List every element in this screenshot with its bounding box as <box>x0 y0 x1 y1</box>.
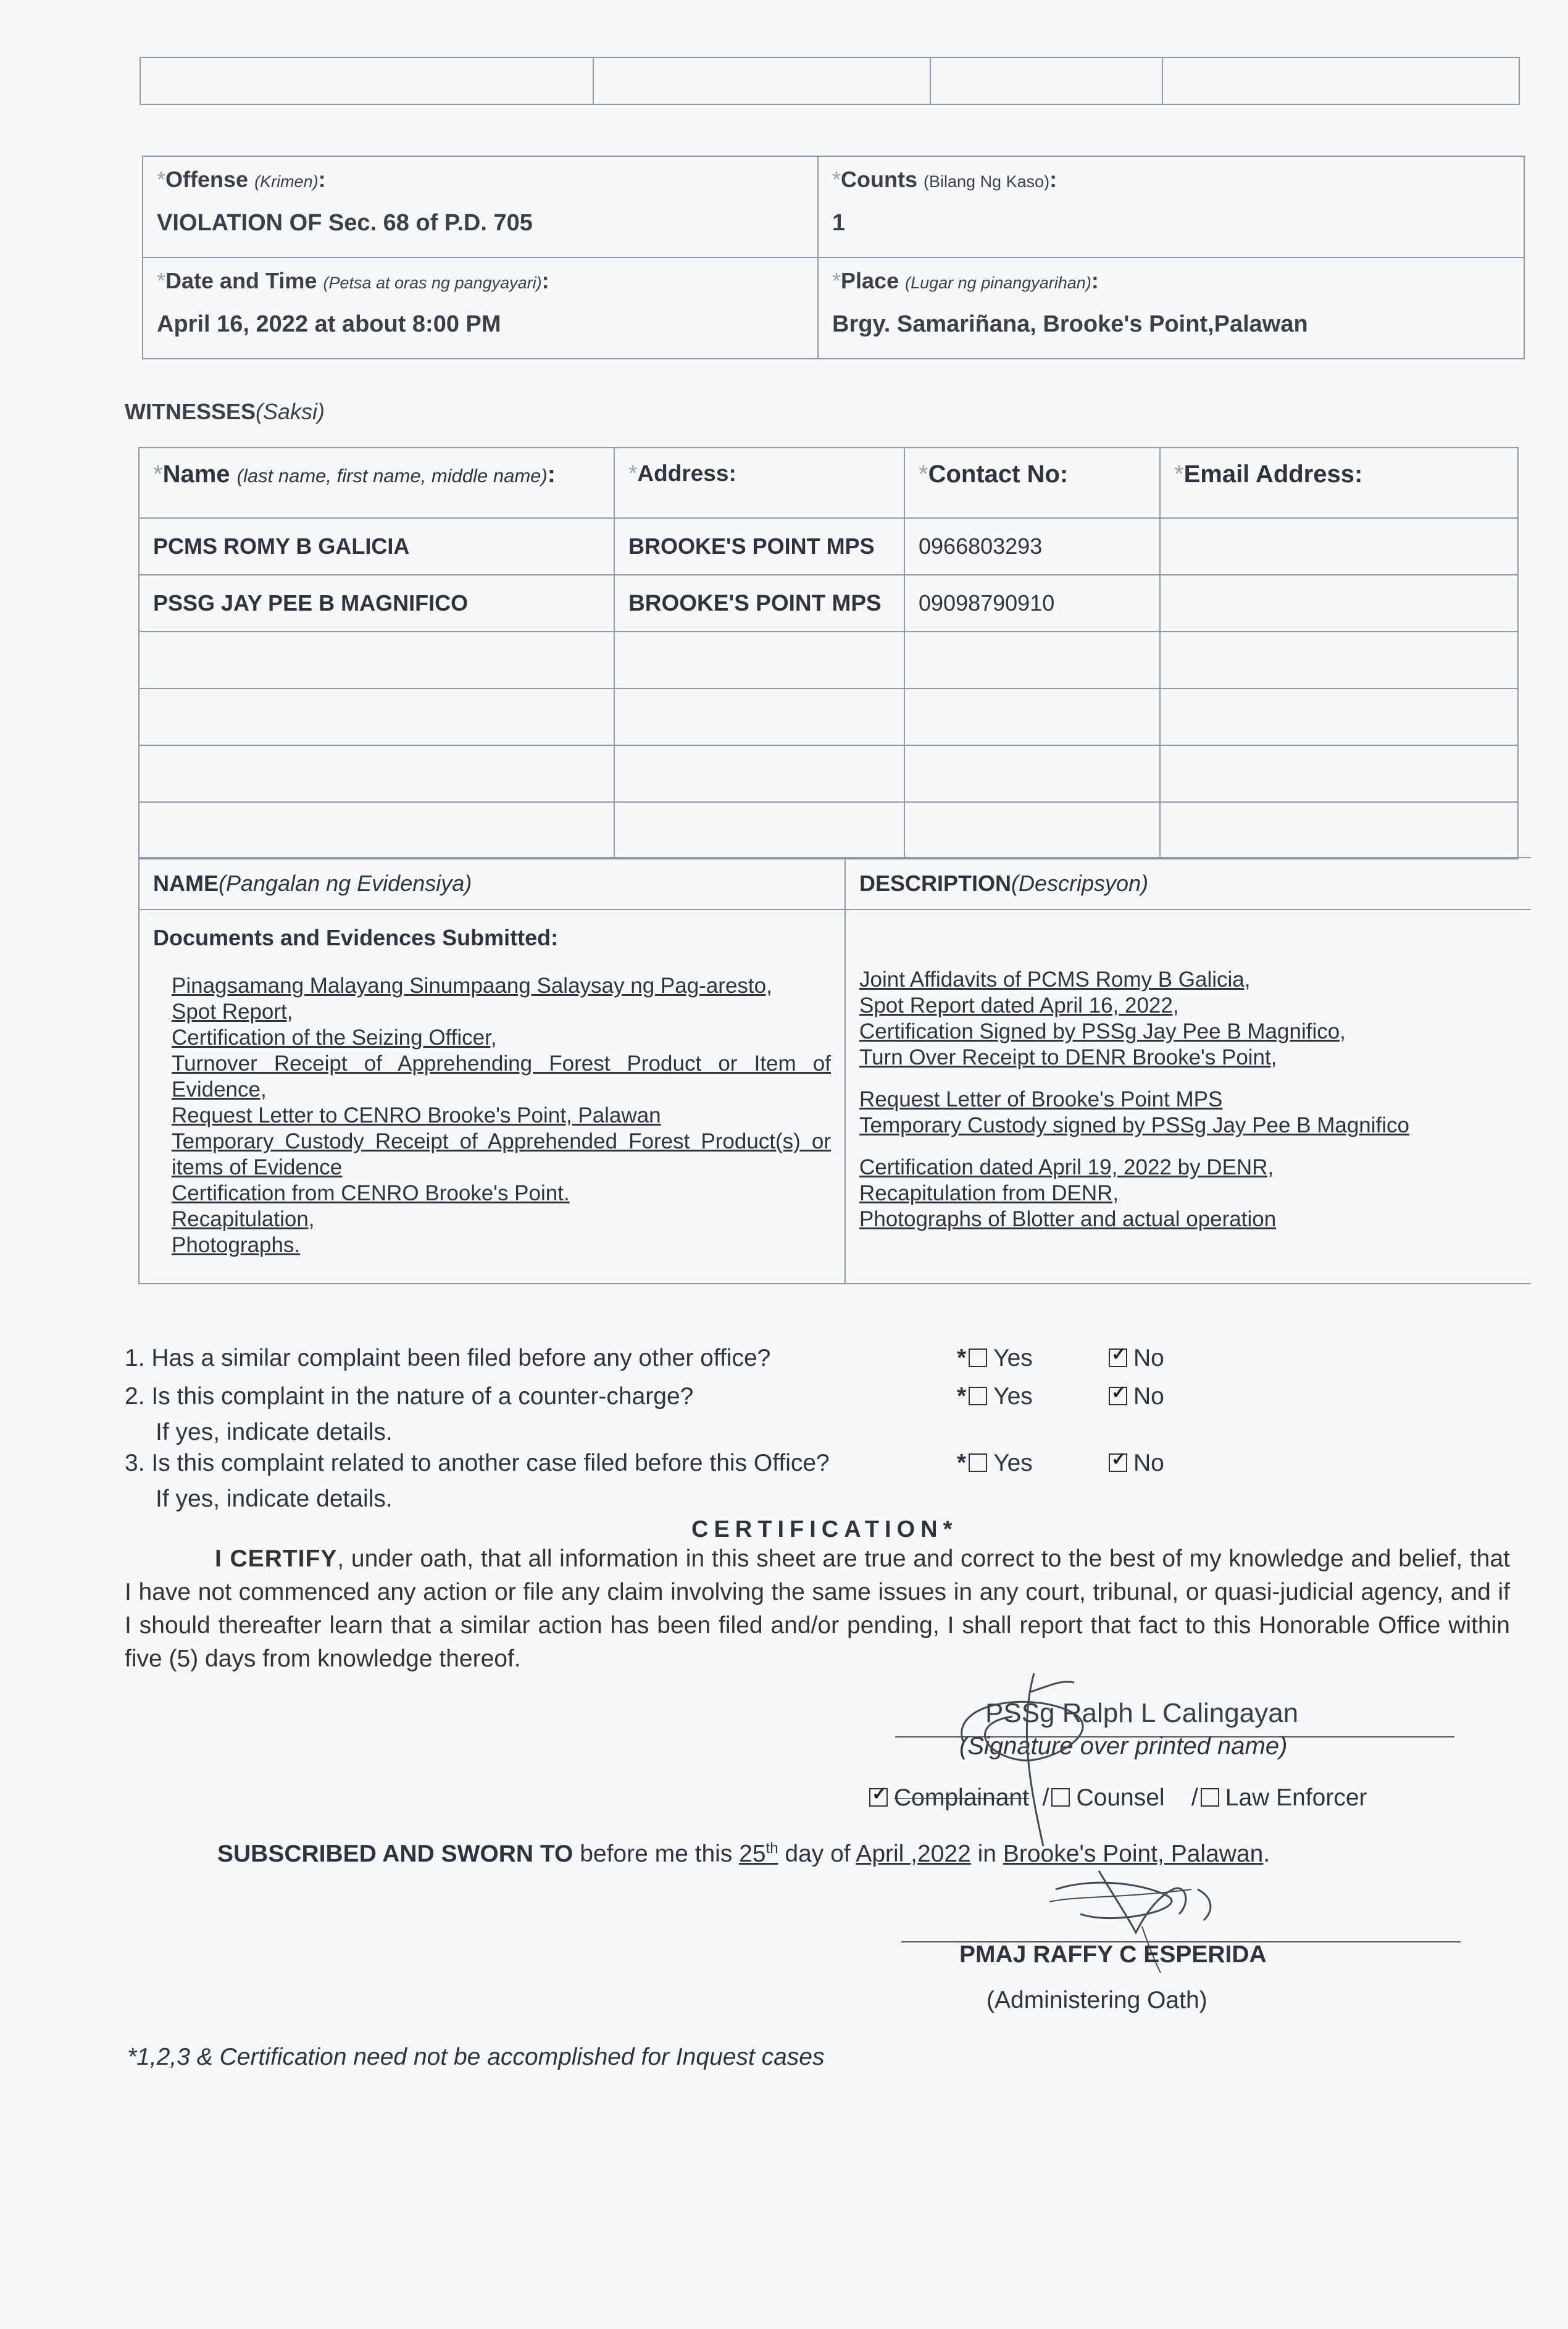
evidence-name-item: Photographs. <box>172 1233 301 1257</box>
col-contact-label: Contact No: <box>928 461 1069 488</box>
place-cell: *Place (Lugar ng pinangyarihan): Brgy. Samariñana, Brooke's Point,Palawan <box>818 257 1524 359</box>
yes-option[interactable]: * Yes <box>957 1450 1033 1476</box>
evidence-desc-header <box>845 858 1531 909</box>
offense-sub-label: (Krimen) <box>254 172 319 191</box>
counts-value: 1 <box>832 210 846 236</box>
evidence-table <box>138 857 1531 1284</box>
sworn-place: Brooke's Point, Palawan <box>1003 1841 1264 1867</box>
table-row <box>139 632 1518 688</box>
table-cell <box>930 57 1162 104</box>
law-enforcer-checkbox[interactable] <box>1201 1788 1219 1807</box>
sworn-day: 25 <box>739 1841 766 1867</box>
signer-name: PSSg Ralph L Calingayan <box>985 1698 1299 1728</box>
question-text: 3. Is this complaint related to another case filed before this Office? <box>125 1450 830 1476</box>
witnesses-title: WITNESSES <box>125 399 256 424</box>
date-cell: *Date and Time (Petsa at oras ng pangyayari): April 16, 2022 at about 8:00 PM <box>143 257 818 359</box>
evidence-name-item: Pinagsamang Malayang Sinumpaang Salaysay ng Pag-aresto, <box>172 974 772 998</box>
certification-title: CERTIFICATION* <box>691 1516 958 1542</box>
question-text: 2. Is this complaint in the nature of a counter-charge? <box>125 1383 694 1410</box>
evidence-name-item: Certification of the Seizing Officer, <box>172 1026 497 1050</box>
col-address-label: Address: <box>637 461 736 486</box>
offense-cell: *Offense (Krimen): VIOLATION OF Sec. 68 of P.D. 705 <box>143 156 818 257</box>
sworn-text: day of <box>778 1841 856 1867</box>
yes-label: Yes <box>993 1383 1033 1410</box>
evidence-names-cell <box>139 909 845 1284</box>
officer-caption: (Administering Oath) <box>986 1987 1207 2013</box>
table-row <box>139 575 1518 632</box>
no-option[interactable] <box>1106 1450 1164 1477</box>
no-label: No <box>1133 1450 1164 1476</box>
sworn-month: April ,2022 <box>856 1841 971 1867</box>
evidence-description-item: Temporary Custody signed by PSSg Jay Pee B Magnifico <box>859 1113 1409 1137</box>
yes-checkbox[interactable] <box>969 1453 987 1472</box>
witnesses-sub-title: (Saksi) <box>256 399 325 424</box>
witness-contact: 09098790910 <box>904 575 1160 632</box>
witness-address: BROOKE'S POINT MPS <box>614 518 904 575</box>
offense-table <box>142 156 1525 359</box>
evidence-description-item: Turn Over Receipt to DENR Brooke's Point, <box>859 1045 1277 1069</box>
law-enforcer-label: Law Enforcer <box>1225 1784 1367 1811</box>
evidence-description-item: Request Letter of Brooke's Point MPS <box>859 1087 1223 1111</box>
col-name-label: Name <box>162 461 230 488</box>
date-value: April 16, 2022 at about 8:00 PM <box>157 311 501 337</box>
witness-name: PCMS ROMY B GALICIA <box>139 518 614 575</box>
counts-cell: *Counts (Bilang Ng Kaso): 1 <box>818 156 1524 257</box>
table-cell <box>140 57 593 104</box>
question-text: 1. Has a similar complaint been filed before any other office? <box>125 1345 771 1371</box>
sworn-end: . <box>1263 1841 1270 1867</box>
evidence-description-item: Recapitulation from DENR, <box>859 1181 1119 1205</box>
evidence-description-item: Certification dated April 19, 2022 by DENR, <box>859 1155 1274 1179</box>
sworn-text: in <box>970 1841 1003 1867</box>
witness-contact: 0966803293 <box>904 518 1160 575</box>
witness-address: BROOKE'S POINT MPS <box>614 575 904 632</box>
evidence-description-item: Spot Report dated April 16, 2022, <box>859 993 1179 1018</box>
certification-text: , under oath, that all information in this sheet are true and correct to the best of my knowledge and belief, that I have not commenced any action or file any claim involving the same issues in any court, tribunal, or quasi-judicial agency, and if I should thereafter learn that a similar action has been filed and/or pending, I shall report that fact to this Honorable Office within five (5) days from knowledge thereof. <box>125 1545 1510 1672</box>
yes-checkbox[interactable] <box>969 1387 987 1405</box>
counts-sub-label: (Bilang Ng Kaso) <box>924 172 1050 191</box>
evidence-description-item: Photographs of Blotter and actual operation <box>859 1207 1277 1231</box>
table-cell <box>593 57 930 104</box>
no-checkbox[interactable] <box>1109 1453 1127 1472</box>
no-checkbox[interactable] <box>1109 1348 1127 1367</box>
evidence-name-head-sub: (Pangalan ng Evidensiya) <box>219 871 472 896</box>
no-label: No <box>1133 1345 1164 1371</box>
witnesses-heading <box>125 399 325 425</box>
certification-lead: I CERTIFY <box>215 1545 338 1572</box>
col-header-name: *Name (last name, first name, middle name): <box>139 448 614 518</box>
evidence-name-item: Certification from CENRO Brooke's Point. <box>172 1181 570 1205</box>
certification-body <box>125 1542 1510 1676</box>
table-row <box>139 802 1518 859</box>
yes-option[interactable]: * Yes <box>957 1345 1033 1371</box>
evidence-descriptions-cell <box>845 909 1531 1284</box>
evidence-subtitle: Documents and Evidences Submitted: <box>153 925 559 950</box>
no-label: No <box>1133 1383 1164 1410</box>
table-row <box>139 745 1518 802</box>
role-options: ✓Complainant / Counsel / Law Enforcer <box>867 1784 1367 1812</box>
table-cell <box>1162 57 1519 104</box>
place-sub-label: (Lugar ng pinangyarihan) <box>905 274 1091 292</box>
evidence-description-item: Certification Signed by PSSg Jay Pee B Magnifico, <box>859 1019 1346 1043</box>
offense-label: Offense <box>165 167 249 192</box>
yes-checkbox[interactable] <box>969 1348 987 1367</box>
witness-email <box>1160 518 1518 575</box>
evidence-names-list <box>172 973 831 1258</box>
sworn-lead: SUBSCRIBED AND SWORN TO <box>217 1841 573 1867</box>
table-row <box>139 518 1518 575</box>
complainant-checkbox[interactable] <box>869 1788 888 1807</box>
yes-label: Yes <box>993 1450 1033 1476</box>
evidence-description-item: Joint Affidavits of PCMS Romy B Galicia, <box>859 968 1251 992</box>
question-detail: If yes, indicate details. <box>156 1419 393 1445</box>
question-detail: If yes, indicate details. <box>156 1486 393 1512</box>
yes-label: Yes <box>993 1345 1033 1371</box>
table-row <box>139 688 1518 745</box>
place-value: Brgy. Samariñana, Brooke's Point,Palawan <box>832 311 1308 337</box>
offense-value: VIOLATION OF Sec. 68 of P.D. 705 <box>157 210 533 236</box>
date-label: Date and Time <box>165 268 317 293</box>
witness-email <box>1160 575 1518 632</box>
col-header-contact: *Contact No: <box>904 448 1160 518</box>
no-option[interactable] <box>1106 1345 1164 1372</box>
evidence-name-header <box>139 858 845 909</box>
evidence-name-item: Temporary Custody Receipt of Apprehended Forest Product(s) or items of Evidence <box>172 1129 831 1179</box>
complainant-signature <box>926 1667 1148 1852</box>
evidence-name-item: Request Letter to CENRO Brooke's Point, Palawan <box>172 1103 661 1127</box>
counsel-checkbox[interactable] <box>1051 1788 1070 1807</box>
no-checkbox[interactable] <box>1109 1387 1127 1405</box>
col-header-address: *Address: <box>614 448 904 518</box>
evidence-name-head-label: NAME <box>153 871 219 896</box>
top-empty-table <box>140 57 1520 105</box>
signer-caption: (Signature over printed name) <box>959 1733 1288 1760</box>
col-name-sub-label: (last name, first name, middle name) <box>236 465 548 487</box>
place-label: Place <box>841 268 899 293</box>
evidence-name-item: Spot Report, <box>172 1000 293 1024</box>
evidence-desc-head-label: DESCRIPTION <box>859 871 1012 896</box>
complainant-label: Complainant <box>894 1784 1029 1811</box>
no-option[interactable] <box>1106 1383 1164 1410</box>
evidence-name-item: Recapitulation, <box>172 1207 315 1231</box>
counts-label: Counts <box>841 167 917 192</box>
footnote: *1,2,3 & Certification need not be accomplished for Inquest cases <box>127 2044 825 2070</box>
sworn-day-suffix: th <box>765 1840 778 1857</box>
col-email-label: Email Address: <box>1183 461 1363 488</box>
witnesses-table <box>138 447 1519 859</box>
date-sub-label: (Petsa at oras ng pangyayari) <box>323 274 542 292</box>
witness-name: PSSG JAY PEE B MAGNIFICO <box>139 575 614 632</box>
officer-name: PMAJ RAFFY C ESPERIDA <box>959 1941 1267 1968</box>
sworn-text: before me this <box>573 1841 740 1867</box>
evidence-descriptions-list <box>859 967 1517 1232</box>
counsel-label: Counsel <box>1076 1784 1165 1811</box>
col-header-email: *Email Address: <box>1160 448 1518 518</box>
yes-option[interactable]: * Yes <box>957 1383 1033 1410</box>
evidence-desc-head-sub: (Descripsyon) <box>1011 871 1149 896</box>
evidence-name-item: Turnover Receipt of Apprehending Forest Product or Item of Evidence, <box>172 1052 831 1102</box>
